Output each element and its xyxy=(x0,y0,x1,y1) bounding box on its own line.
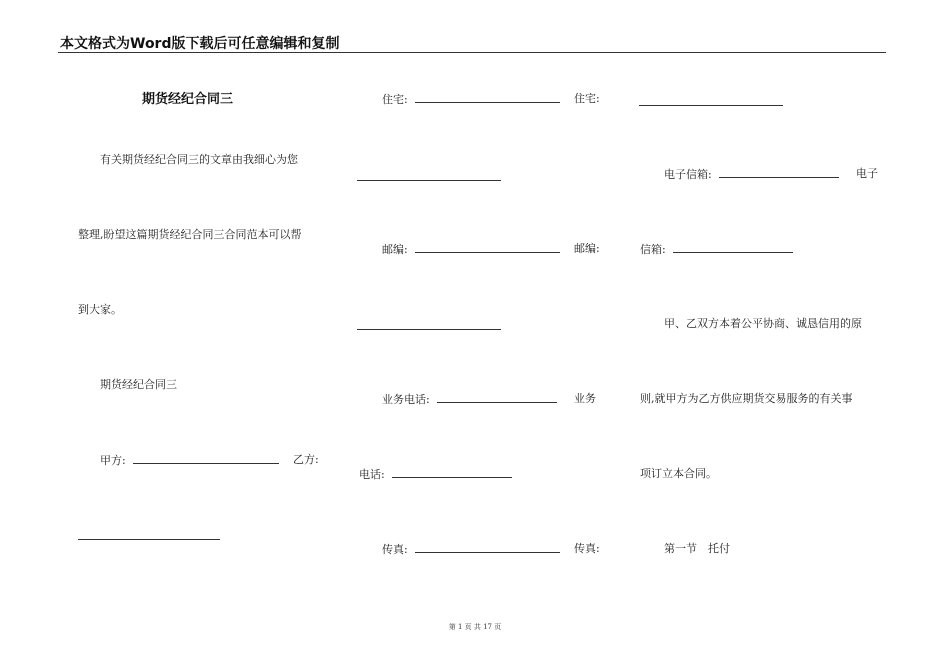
contract-subtitle: 期货经纪合同三 xyxy=(100,378,177,391)
fax-a-field xyxy=(382,542,560,557)
email-b-blank xyxy=(673,242,793,253)
party-a-label: 甲方: xyxy=(100,454,126,467)
intro-line-1: 有关期货经纪合同三的文章由我细心为您 xyxy=(100,153,298,166)
party-a-blank xyxy=(133,453,279,464)
document-header: 本文格式为Word版下载后可任意编辑和复制 xyxy=(60,36,340,52)
postcode-a-blank xyxy=(415,242,560,253)
page-title: 期货经纪合同三 xyxy=(142,92,234,107)
party-a-field xyxy=(100,453,279,468)
party-b-blank xyxy=(78,539,220,540)
residence-a-field xyxy=(382,92,560,107)
residence-b-label: 住宅: xyxy=(574,92,600,105)
email-a-label: 电子信箱: xyxy=(664,168,712,181)
contract-para-line-1: 甲、乙双方本着公平协商、诚恳信用的原 xyxy=(664,317,862,330)
email-b-field xyxy=(640,242,793,257)
residence-a-label: 住宅: xyxy=(382,93,408,106)
postcode-continuation-blank xyxy=(357,329,501,330)
email-a-field xyxy=(664,167,839,182)
phone-b-blank xyxy=(392,467,512,478)
phone-b-label: 业务 xyxy=(574,392,596,405)
email-b-label-cont: 信箱: xyxy=(640,243,666,256)
phone-a-label: 业务电话: xyxy=(382,393,430,406)
contract-para-line-2: 则,就甲方为乙方供应期货交易服务的有关事 xyxy=(640,392,853,405)
party-b-label: 乙方: xyxy=(293,453,319,466)
header-divider xyxy=(58,52,886,53)
contract-para-line-3: 项订立本合同。 xyxy=(640,467,717,480)
phone-b-field xyxy=(359,467,512,482)
phone-a-field xyxy=(382,392,557,407)
page-number: 第 1 页 共 17 页 xyxy=(448,623,502,631)
postcode-a-label: 邮编: xyxy=(382,243,408,256)
email-a-blank xyxy=(719,167,839,178)
residence-b-blank xyxy=(639,105,783,106)
intro-line-2: 整理,盼望这篇期货经纪合同三合同范本可以帮 xyxy=(78,228,302,241)
section-heading: 第一节 托付 xyxy=(664,542,730,555)
residence-a-blank xyxy=(415,92,560,103)
postcode-b-label: 邮编: xyxy=(574,242,600,255)
fax-a-blank xyxy=(415,542,560,553)
phone-a-blank xyxy=(437,392,557,403)
fax-b-label: 传真: xyxy=(574,542,600,555)
email-b-label: 电子 xyxy=(856,167,878,180)
fax-a-label: 传真: xyxy=(382,543,408,556)
postcode-a-field xyxy=(382,242,560,257)
intro-line-3: 到大家。 xyxy=(78,303,122,316)
phone-b-label-cont: 电话: xyxy=(359,468,385,481)
residence-continuation-blank xyxy=(357,180,501,181)
